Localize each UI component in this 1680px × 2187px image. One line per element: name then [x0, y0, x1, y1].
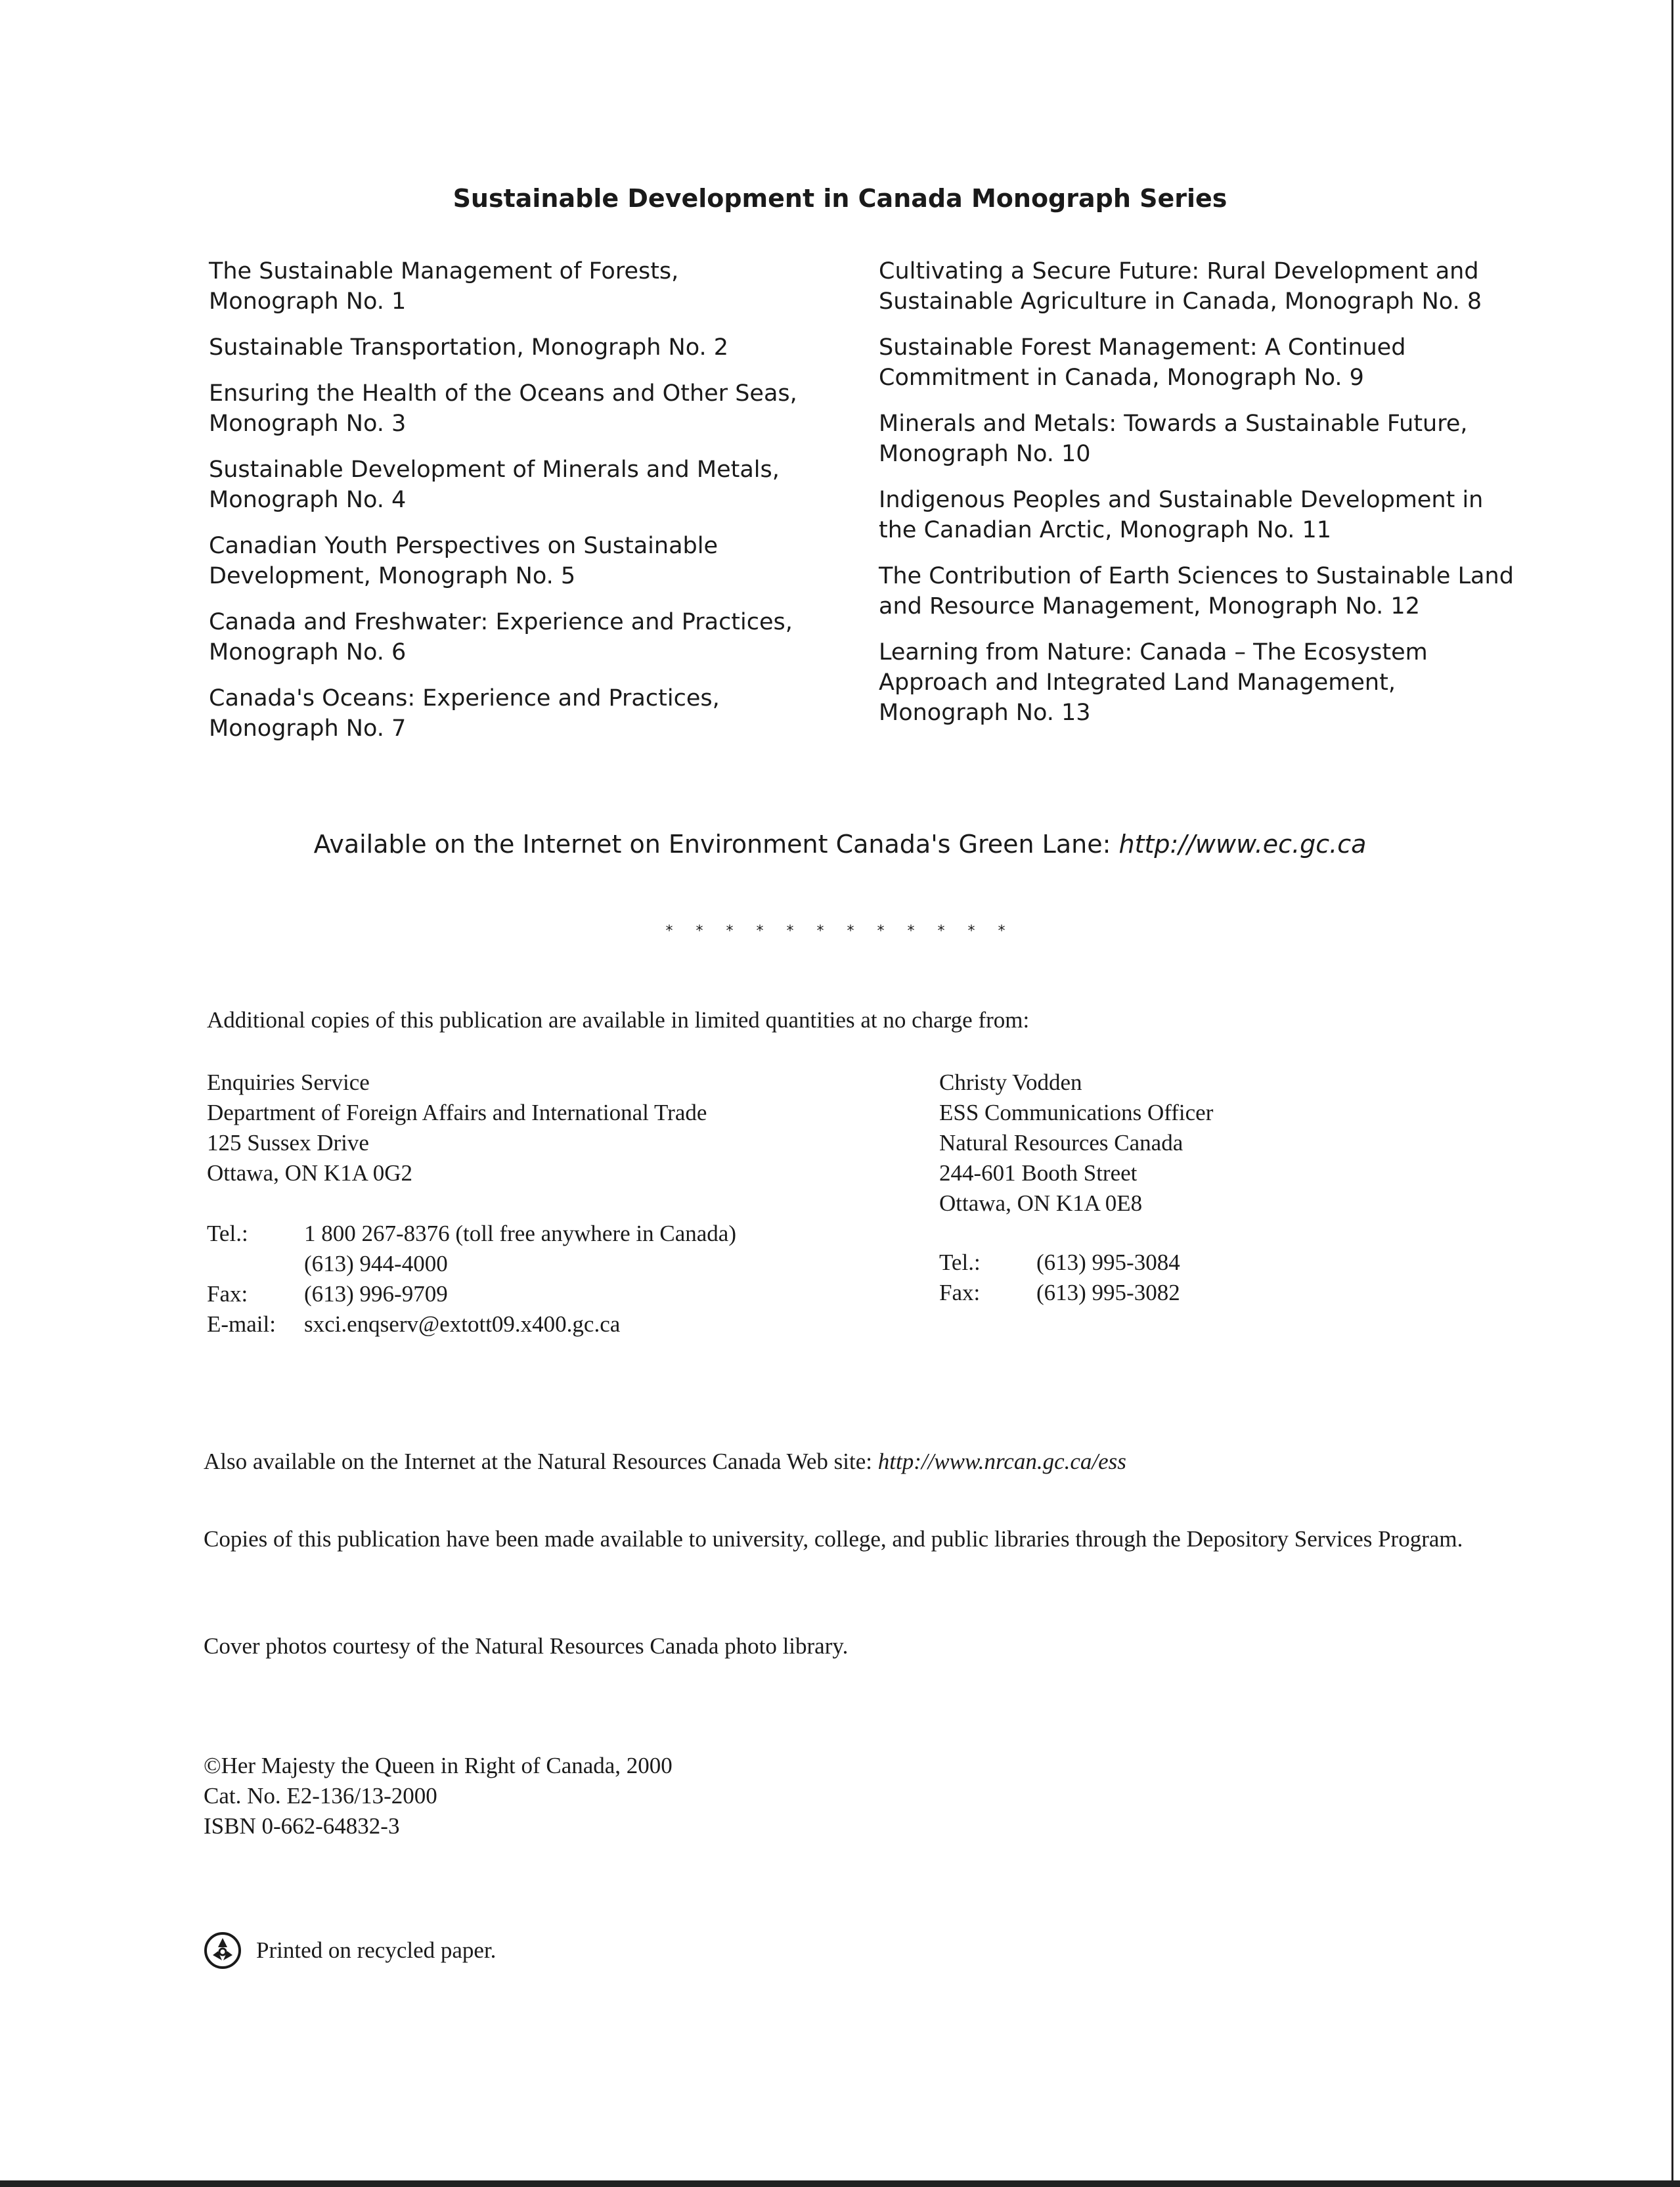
tel-local: (613) 944-4000 [304, 1251, 448, 1276]
recycled-paper-label: Printed on recycled paper. [256, 1937, 497, 1963]
recycled-paper-notice [204, 1931, 496, 1970]
series-list-right [879, 256, 1536, 744]
fax-label: Fax: [939, 1280, 981, 1305]
address-enquiries-service: Enquiries Service Department of Foreign Affairs and International Trade 125 Sussex Drive Ottawa, ON K1A 0G2 [207, 1070, 707, 1186]
availability-intro: Additional copies of this publication are available in limited quantities at no charge from: [207, 1007, 1030, 1033]
fax-label: Fax: [207, 1281, 248, 1307]
green-lane-text: Available on the Internet on Environment Canada's Green Lane: [313, 830, 1119, 859]
address-nrcan-contact: Christy Vodden ESS Communications Officer Natural Resources Canada 244-601 Booth Street Ottawa, ON K1A 0E8 [939, 1070, 1214, 1216]
series-list-left [209, 256, 826, 759]
nrcan-web-link[interactable]: http://www.nrcan.gc.ca/ess [877, 1449, 1126, 1474]
email-address[interactable]: sxci.enqserv@extott09.x400.gc.ca [304, 1311, 621, 1337]
series-item: Canadian Youth Perspectives on Sustainable Development, Monograph No. 5 [209, 533, 718, 589]
contacts-nrcan [939, 1248, 1180, 1308]
tel-label: Tel.: [939, 1250, 981, 1275]
series-item: Minerals and Metals: Towards a Sustainable Future, Monograph No. 10 [879, 411, 1468, 467]
series-item: Sustainable Development of Minerals and Metals, Monograph No. 4 [209, 457, 780, 513]
series-item: Sustainable Forest Management: A Continued Commitment in Canada, Monograph No. 9 [879, 334, 1406, 391]
series-item: Canada and Freshwater: Experience and Practices, Monograph No. 6 [209, 609, 793, 665]
copyright-block: ©Her Majesty the Queen in Right of Canada, 2000 Cat. No. E2-136/13-2000 ISBN 0-662-64832-3 [204, 1753, 673, 1839]
series-title: Sustainable Development in Canada Monograph Series [453, 184, 1227, 213]
series-item: Ensuring the Health of the Oceans and Other Seas, Monograph No. 3 [209, 380, 797, 437]
green-lane-link[interactable]: http://www.ec.gc.ca [1118, 830, 1367, 859]
page-edge-bottom [0, 2180, 1680, 2187]
series-item: Cultivating a Secure Future: Rural Development and Sustainable Agriculture in Canada, Monograph No. 8 [879, 258, 1482, 315]
tel-label: Tel.: [207, 1221, 248, 1246]
series-item: Learning from Nature: Canada – The Ecosystem Approach and Integrated Land Management, Monograph No. 13 [879, 639, 1428, 726]
fax-number: (613) 996-9709 [304, 1281, 448, 1307]
series-item: The Contribution of Earth Sciences to Sustainable Land and Resource Management, Monograph No. 12 [879, 563, 1514, 620]
green-lane-note [0, 830, 1680, 859]
cover-photo-credit: Cover photos courtesy of the Natural Resources Canada photo library. [204, 1633, 849, 1659]
nrcan-internet-note [204, 1447, 1504, 1477]
tel-toll-free: 1 800 267-8376 (toll free anywhere in Canada) [304, 1221, 736, 1246]
tel-number: (613) 995-3084 [1036, 1250, 1180, 1275]
depository-note: Copies of this publication have been made available to university, college, and public libraries through the Depository Services Program. [204, 1526, 1463, 1552]
series-item: Indigenous Peoples and Sustainable Development in the Canadian Arctic, Monograph No. 11 [879, 487, 1484, 543]
fax-number: (613) 995-3082 [1036, 1280, 1180, 1305]
series-item: Canada's Oceans: Experience and Practices, Monograph No. 7 [209, 685, 720, 742]
separator-stars: * * * * * * * * * * * * [665, 923, 1015, 939]
series-item: The Sustainable Management of Forests, Monograph No. 1 [209, 258, 679, 315]
series-item: Sustainable Transportation, Monograph No. 2 [209, 334, 729, 361]
page-edge-right [1671, 0, 1673, 2187]
email-label: E-mail: [207, 1311, 276, 1337]
nrcan-internet-text: Also available on the Internet at the Natural Resources Canada Web site: [204, 1449, 878, 1474]
recycled-paper-icon [204, 1931, 242, 1970]
contacts-enquiries-service [207, 1219, 736, 1340]
